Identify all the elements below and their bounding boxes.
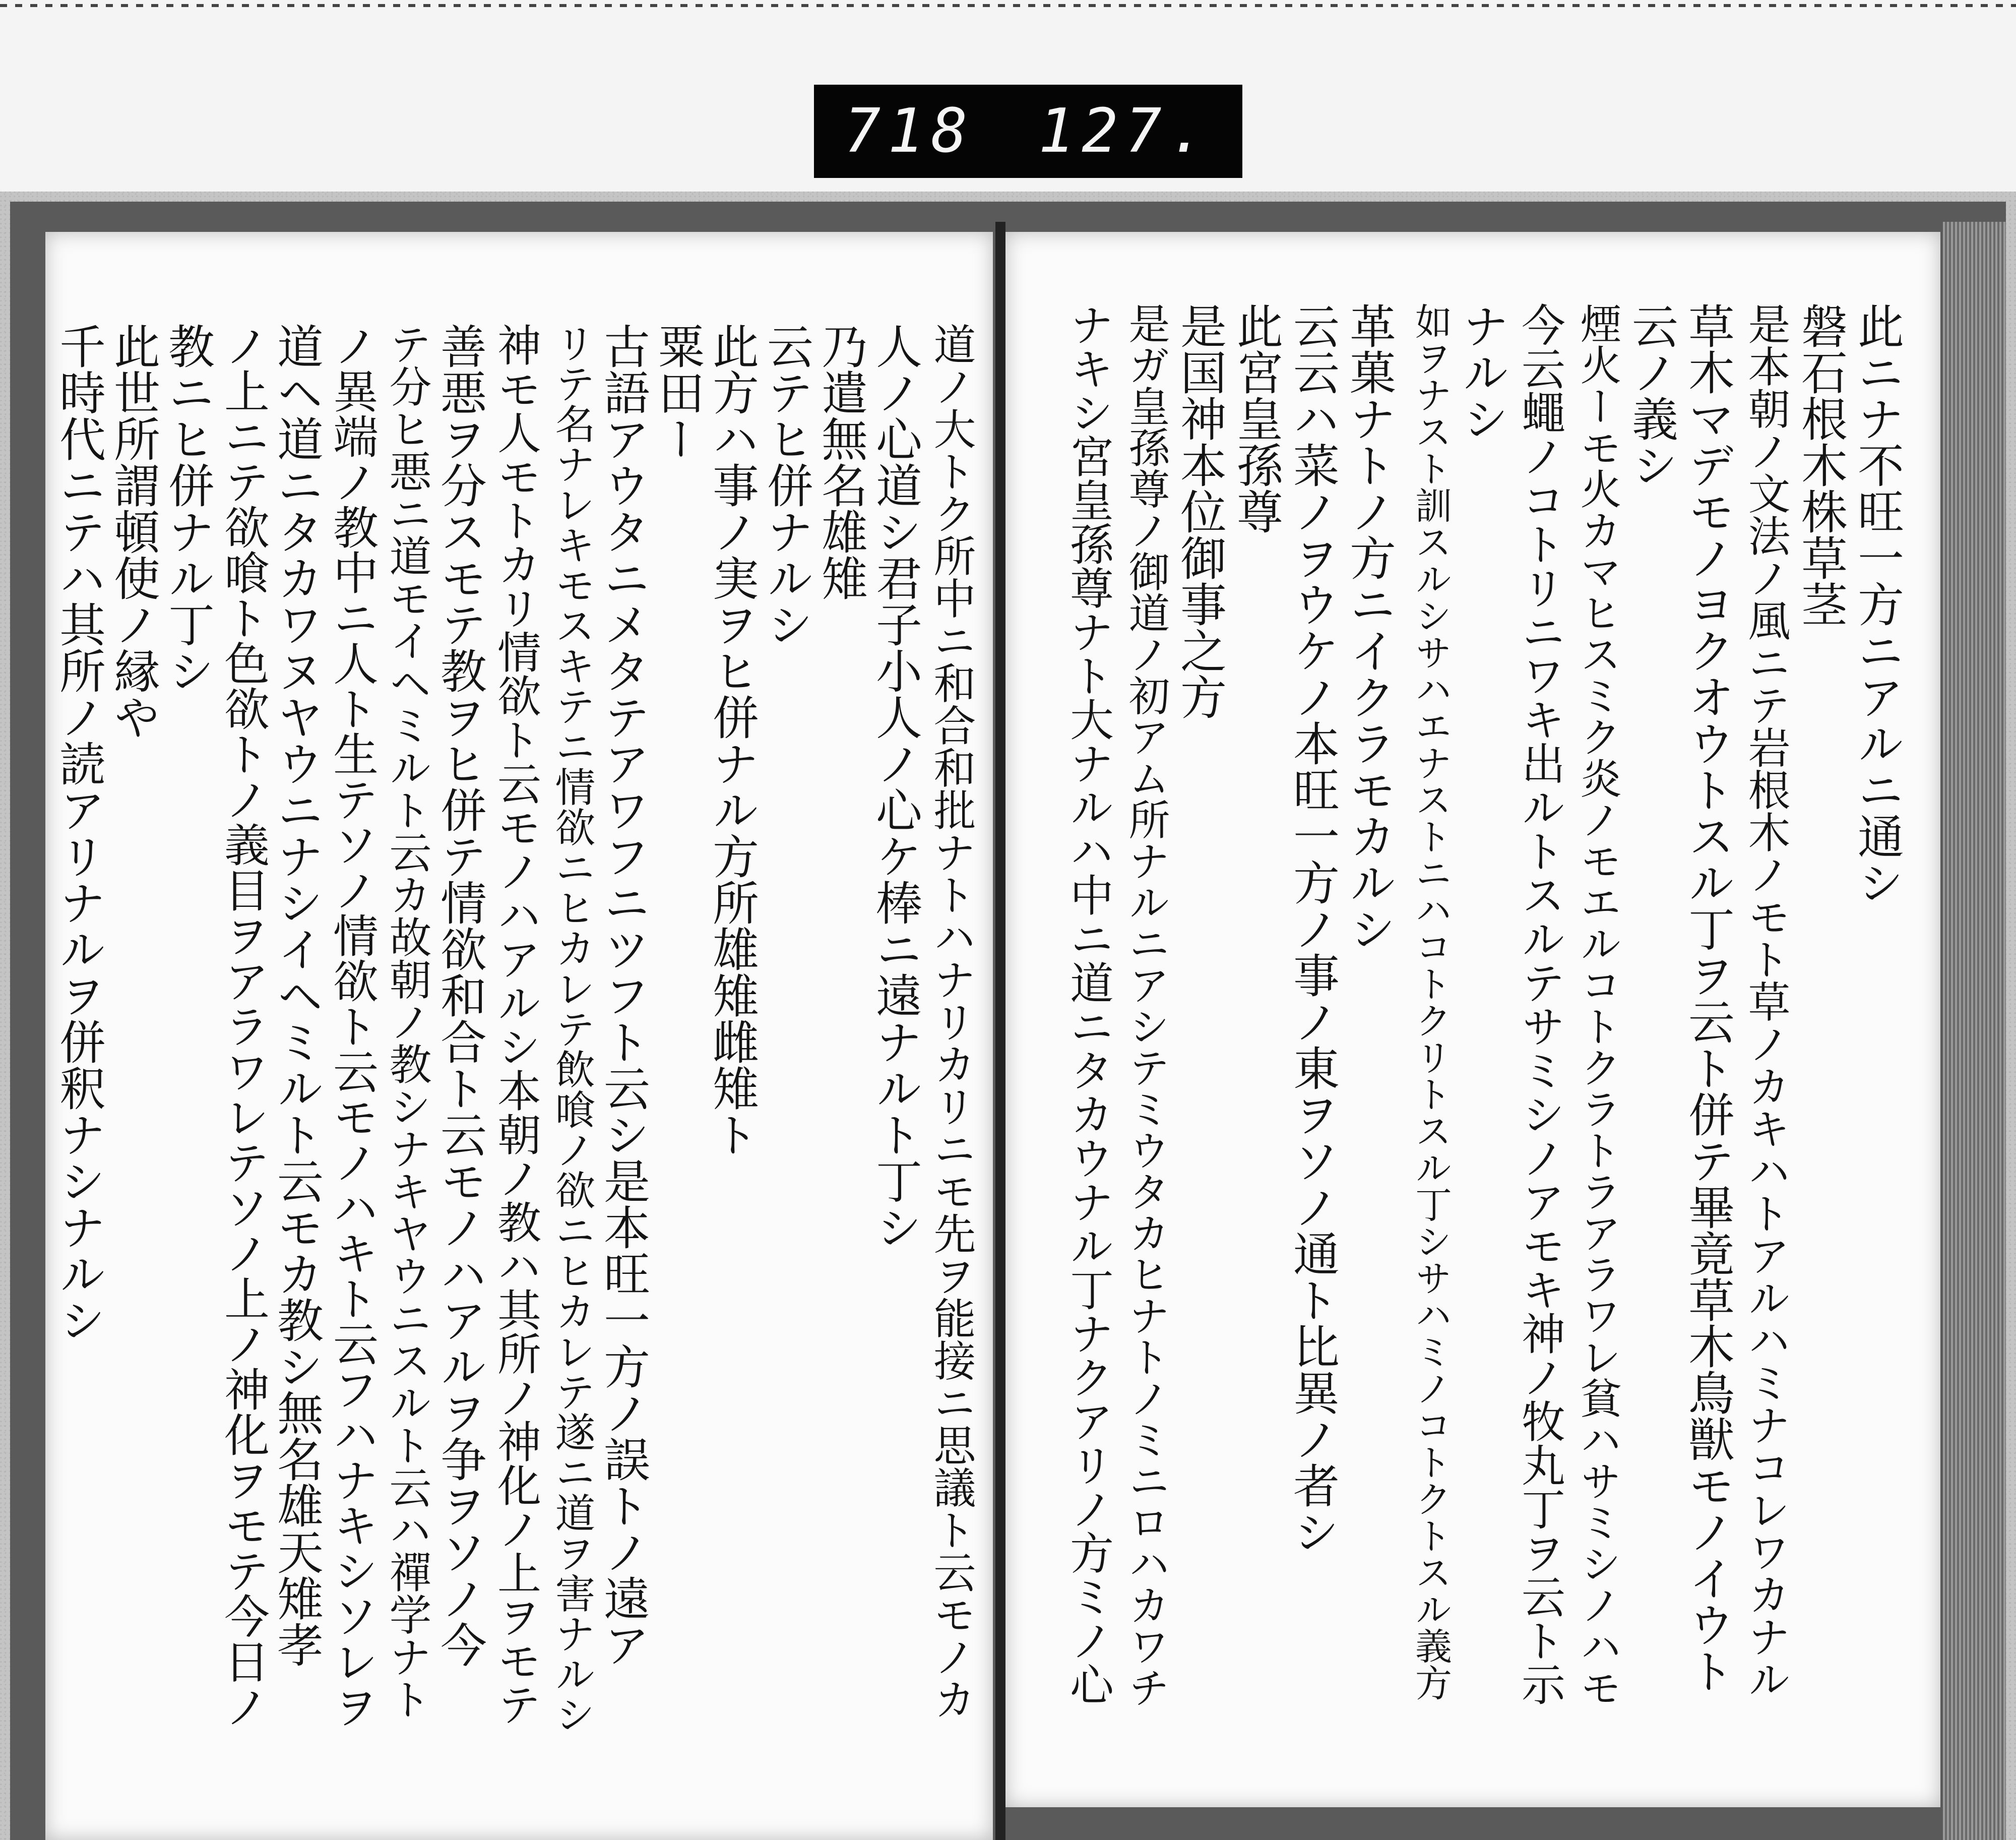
text-column: 教ニヒ併ナル丁シ bbox=[161, 323, 215, 694]
book-gutter bbox=[995, 222, 1005, 1840]
text-column: リテ名ナレキモスキテニ情欲ニヒカレテ飲喰ノ欲ニヒカレテ遂ニ道ヲ害ナルシ bbox=[548, 323, 595, 1734]
microfilm-frame-label bbox=[814, 85, 1242, 178]
text-column: 古語アウタニメタテアワフニツフト云シ是本旺一方ノ誤トノ遠ア bbox=[596, 323, 650, 1668]
text-column: ノ異端ノ教中ニ人ト生テソノ情欲ト云モノハキト云フハナキシソレヲ bbox=[325, 323, 378, 1729]
text-column: 粟田ー bbox=[651, 323, 705, 462]
text-column: 人ノ心道シ君子小人ノ心ケ棒ニ遠ナルト丁シ bbox=[868, 323, 922, 1250]
text-column: 此方ハ事ノ実ヲヒ併ナル方所雄雉雌雉ト bbox=[705, 323, 759, 1157]
text-column: 如ヲナスト訓スルシサハエナストニハコトクリトスル丁シサハミノコトクトスル義方 bbox=[1409, 302, 1452, 1701]
film-edge-perforation bbox=[0, 4, 2016, 7]
text-column: 此世所謂頓使ノ縁や bbox=[106, 323, 160, 740]
reel-number: 718 bbox=[844, 96, 975, 166]
text-column: 云云ハ菜ノヲウケノ本旺一方ノ事ノ東ヲソノ通ト比異ノ者シ bbox=[1286, 302, 1340, 1555]
text-column: 煙火ーモ火カマヒスミク炎ノモエルコトクラトラアラワレ貧ハサミシノハモ bbox=[1573, 302, 1621, 1708]
text-column: 此宮皇孫尊 bbox=[1229, 302, 1283, 534]
text-column: 草木マデモノヨクオウトスル丁ヲ云ト併テ畢竟草木鳥獣モノイウト bbox=[1681, 302, 1735, 1694]
left-page bbox=[45, 232, 993, 1840]
text-column: テ分ヒ悪ニ道モイヘミルト云カ故朝ノ教シナキヤウニスルト云ハ禪学ナト bbox=[383, 323, 432, 1720]
text-column: 云ノ義シ bbox=[1624, 302, 1678, 488]
open-book bbox=[10, 202, 2006, 1840]
text-column: 云テヒ併ナルシ bbox=[760, 323, 813, 647]
text-column: ナルシ bbox=[1455, 302, 1509, 442]
frame-number: 127. bbox=[1038, 96, 1212, 166]
right-page bbox=[1005, 232, 1940, 1807]
text-column: 磐石根木株草茎 bbox=[1794, 302, 1848, 627]
text-column: 千時代ニテハ其所ノ読アリナルヲ併釈ナシナルシ bbox=[52, 323, 106, 1343]
text-column: 道ヘ道ニタカワヌヤウニナシイヘミルト云モカ教シ無名雄天雉孝 bbox=[270, 323, 324, 1668]
text-column: 此ニナ不旺一方ニアルニ通シ bbox=[1850, 302, 1904, 905]
text-column: ノ上ニテ欲喰ト色欲トノ義目ヲアラワレテソノ上ノ神化ヲモテ今日ノ bbox=[216, 323, 269, 1729]
text-column: 是国神本位御事之方 bbox=[1173, 302, 1227, 720]
text-column: 道ノ大トク所中ニ和合和批ナトハナリカリニモ先ヲ能接ニ思議ト云モノカ bbox=[927, 323, 976, 1720]
text-column: 是本朝ノ文法ノ風ニテ岩根木ノモト草ノカキハトアルハミナコレワカナル bbox=[1741, 302, 1791, 1700]
text-column: 神モ人モトカリ情欲ト云モノハアルシ本朝ノ教ハ其所ノ神化ノ上ヲモテ bbox=[490, 323, 541, 1726]
text-column: 乃遣無名雄雉 bbox=[814, 323, 868, 601]
text-column: 革菓ナトノ方ニイクラモカルシ bbox=[1342, 302, 1396, 952]
page-edges bbox=[1943, 222, 2006, 1840]
text-column: 今云蠅ノコトリニワキ出ルトスルテサミシノアモキ神ノ牧丸丁ヲ云ト示 bbox=[1514, 302, 1565, 1706]
text-column: 善悪ヲ分スモテ教ヲヒ併テ情欲和合ト云モノハアルヲ争ヲソノ今 bbox=[433, 323, 487, 1668]
text-column: 是ガ皇孫尊ノ御道ノ初アム所ナルニアシテミウタカヒナトノミニロハカワチ bbox=[1122, 302, 1170, 1708]
text-column: ナキシ宮皇孫尊ナト大ナルハ中ニ道ニタカウナル丁ナクアリノ方ミノ心 bbox=[1062, 302, 1114, 1706]
